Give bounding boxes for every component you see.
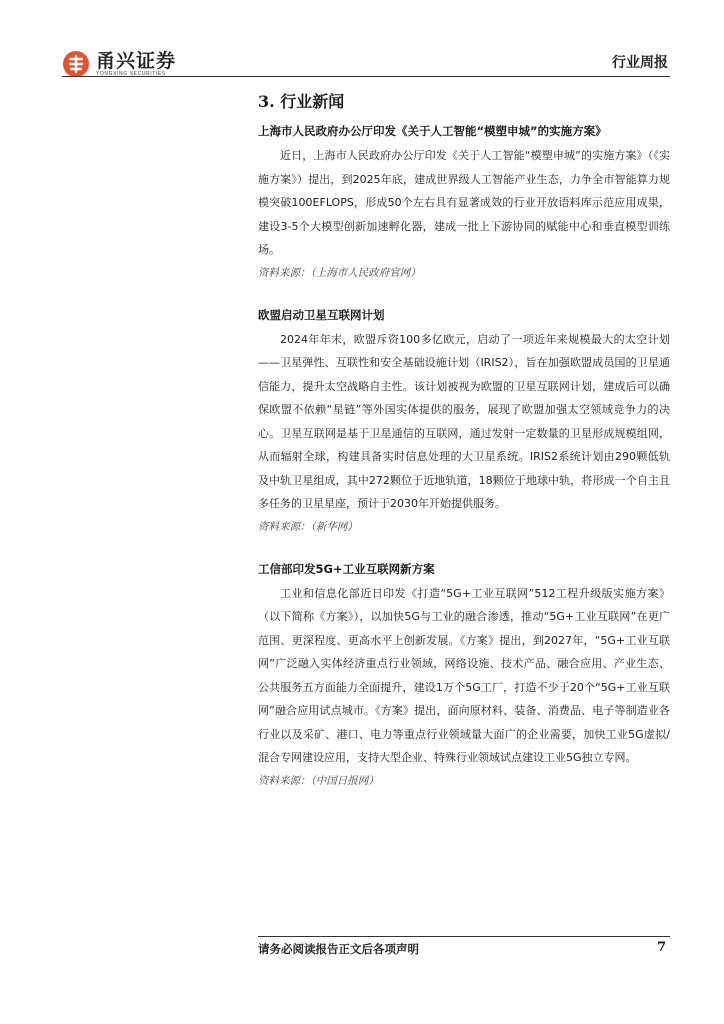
news-item bbox=[258, 560, 670, 792]
section-title: 3. 行业新闻 bbox=[258, 92, 345, 111]
footer-divider bbox=[258, 936, 670, 937]
news-title: 工信部印发5G+工业互联网新方案 bbox=[258, 561, 435, 576]
logo-chinese-name: 甬兴证券 bbox=[96, 50, 177, 72]
company-logo bbox=[62, 50, 176, 78]
report-type-label: 行业周报 bbox=[612, 55, 668, 71]
page-number: 7 bbox=[656, 940, 666, 955]
news-title: 欧盟启动卫星互联网计划 bbox=[258, 307, 385, 322]
news-source: 资料来源：（上海市人民政府官网） bbox=[258, 266, 421, 279]
news-source: 资料来源：（新华网） bbox=[258, 520, 358, 533]
news-title: 上海市人民政府办公厅印发《关于人工智能“模塑申城”的实施方案》 bbox=[258, 124, 607, 138]
page-header bbox=[0, 0, 724, 80]
logo-english-name: YONGXING SECURITIES bbox=[96, 71, 166, 77]
brand-logo-icon bbox=[62, 50, 90, 78]
header-divider bbox=[62, 76, 670, 77]
news-body: 近日，上海市人民政府办公厅印发《关于人工智能“模塑申城”的实施方案》（《实施方案》）提出，到2025年底，建成世界级人工智能产业生态，力争全市智能算力规模突破100EFLOPS，形成50个左右具有显著成效的行业开放语料库示范应用成果，建设3-5个大模型创新加速孵化器，建成一批上下游协同的赋能中心和垂直模型训练场。 bbox=[258, 149, 670, 256]
main-content bbox=[258, 88, 670, 792]
news-source: 资料来源：（中国日报网） bbox=[258, 774, 379, 787]
news-body: 2024年年末，欧盟斥资100多亿欧元，启动了一项近年来规模最大的太空计划——卫星弹性、互联性和安全基础设施计划（IRIS2），旨在加强欧盟成员国的卫星通信能力，提升太空战略自主性。该计划被视为欧盟的卫星互联网计划，建成后可以确保欧盟不依赖“星链”等外国实体提供的服务，展现了欧盟加强太空领域竞争力的决心。卫星互联网是基于卫星通信的互联网，通过发射一定数量的卫星形成规模组网，从而辐射全球，构建具备实时信息处理的大卫星系统。IRIS2系统计划由290颗低轨及中轨卫星组成，其中272颗位于近地轨道，18颗位于地球中轨，将形成一个自主且多任务的卫星星座，预计于2030年开始提供服务。 bbox=[258, 332, 670, 510]
disclaimer-note: 请务必阅读报告正文后各项声明 bbox=[258, 942, 419, 956]
news-body: 工业和信息化部近日印发《打造“5G+工业互联网”512工程升级版实施方案》（以下简称《方案》），以加快5G与工业的融合渗透，推动“5G+工业互联网”在更广范围、更深程度、更高水平上创新发展。《方案》提出，到2027年，“5G+工业互联网”广泛融入实体经济重点行业领域，网络设施、技术产品、融合应用、产业生态、公共服务五方面能力全面提升，建设1万个5G工厂，打造不少于20个“5G+工业互联网”融合应用试点城市。《方案》提出，面向原材料、装备、消费品、电子等制造业各行业以及采矿、港口、电力等重点行业领域量大面广的企业需要，加快工业5G虚拟/混合专网建设应用，支持大型企业、特殊行业领域试点建设工业5G独立专网。 bbox=[258, 586, 670, 764]
news-item bbox=[258, 306, 670, 538]
news-item bbox=[258, 122, 670, 284]
